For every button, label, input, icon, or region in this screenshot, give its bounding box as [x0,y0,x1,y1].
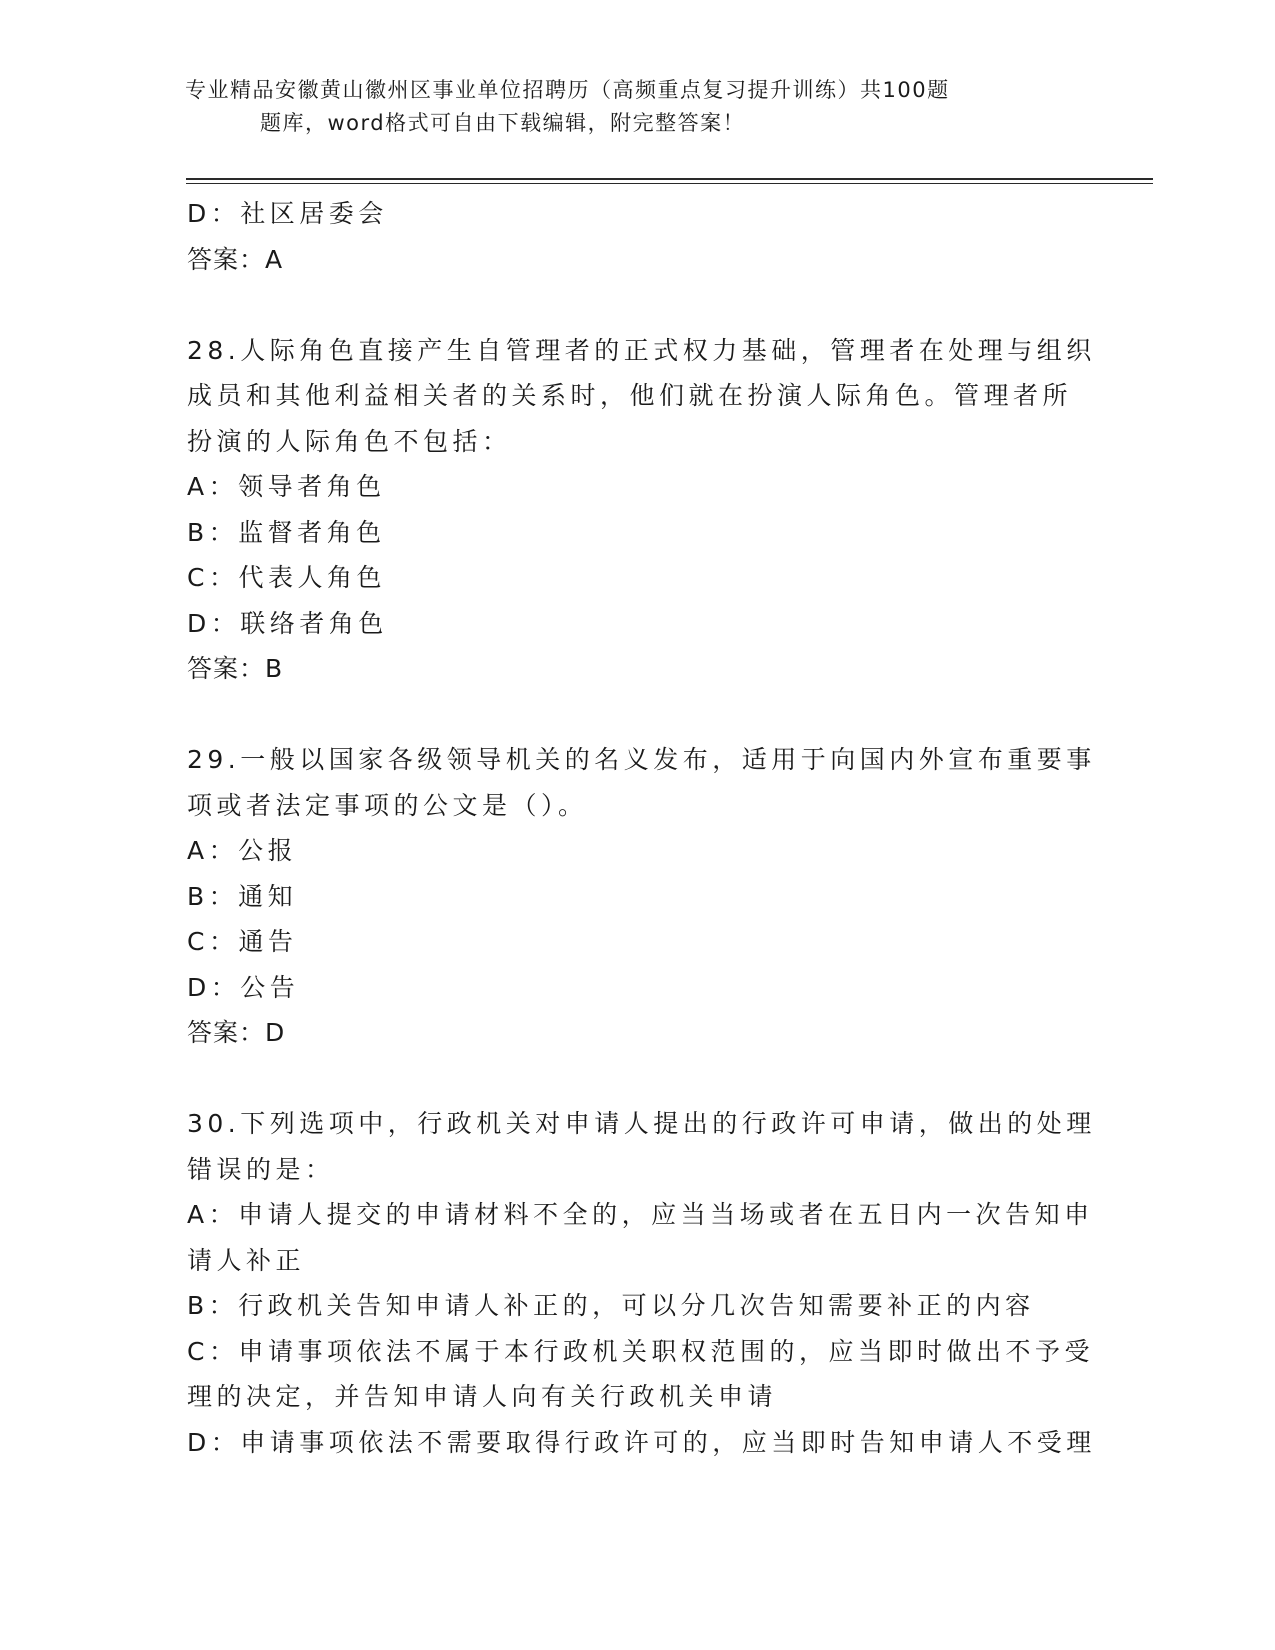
spacer [187,1056,1087,1102]
question-text-line: 29.一般以国家各级领导机关的名义发布，适用于向国内外宣布重要事 [187,745,1096,774]
option-b: B：行政机关告知申请人补正的，可以分几次告知需要补正的内容 [187,1291,1035,1320]
spacer [187,692,1087,738]
option-d: D：社区居委会 [187,199,388,228]
header-title-line-1: 专业精品安徽黄山徽州区事业单位招聘历（高频重点复习提升训练）共100题 [185,78,950,102]
option-d: D：公告 [187,972,300,1002]
question-text-line: 扮演的人际角色不包括： [187,426,512,456]
header-divider-thin [186,183,1153,184]
previous-question-tail [187,191,1087,282]
answer-line: 答案：B [187,654,284,683]
option-a: A：申请人提交的申请材料不全的，应当当场或者在五日内一次告知申 [187,1200,1094,1229]
option-d: D：联络者角色 [187,608,388,638]
header-divider-thick [186,178,1153,180]
option-d: D：申请事项依法不需要取得行政许可的，应当即时告知申请人不受理 [187,1427,1096,1457]
question-text-line: 项或者法定事项的公文是（）。 [187,790,588,820]
option-c-continued: 理的决定，并告知申请人向有关行政机关申请 [187,1382,778,1411]
option-c: C：通告 [187,927,298,956]
question-30 [187,1101,1096,1465]
question-text-line: 错误的是： [187,1154,335,1184]
header-title-line-2: 题库，word格式可自由下载编辑，附完整答案！ [260,111,746,135]
answer-line: 答案：A [187,244,284,274]
option-b: B：通知 [187,881,298,911]
option-a: A：领导者角色 [187,472,386,501]
option-a: A：公报 [187,836,298,865]
question-list [187,191,1096,1465]
option-a-continued: 请人补正 [187,1245,306,1275]
option-b: B：监督者角色 [187,517,386,547]
option-c: C：代表人角色 [187,563,386,592]
option-c: C：申请事项依法不属于本行政机关职权范围的，应当即时做出不予受 [187,1336,1094,1366]
answer-line: 答案：D [187,1018,286,1047]
question-28 [187,328,1096,692]
spacer [187,282,1087,328]
question-text-line: 28.人际角色直接产生自管理者的正式权力基础，管理者在处理与组织 [187,335,1096,365]
document-header [185,74,1065,140]
question-29 [187,737,1096,1056]
question-text-line: 30.下列选项中，行政机关对申请人提出的行政许可申请，做出的处理 [187,1109,1096,1138]
question-text-line: 成员和其他利益相关者的关系时，他们就在扮演人际角色。管理者所 [187,381,1073,410]
